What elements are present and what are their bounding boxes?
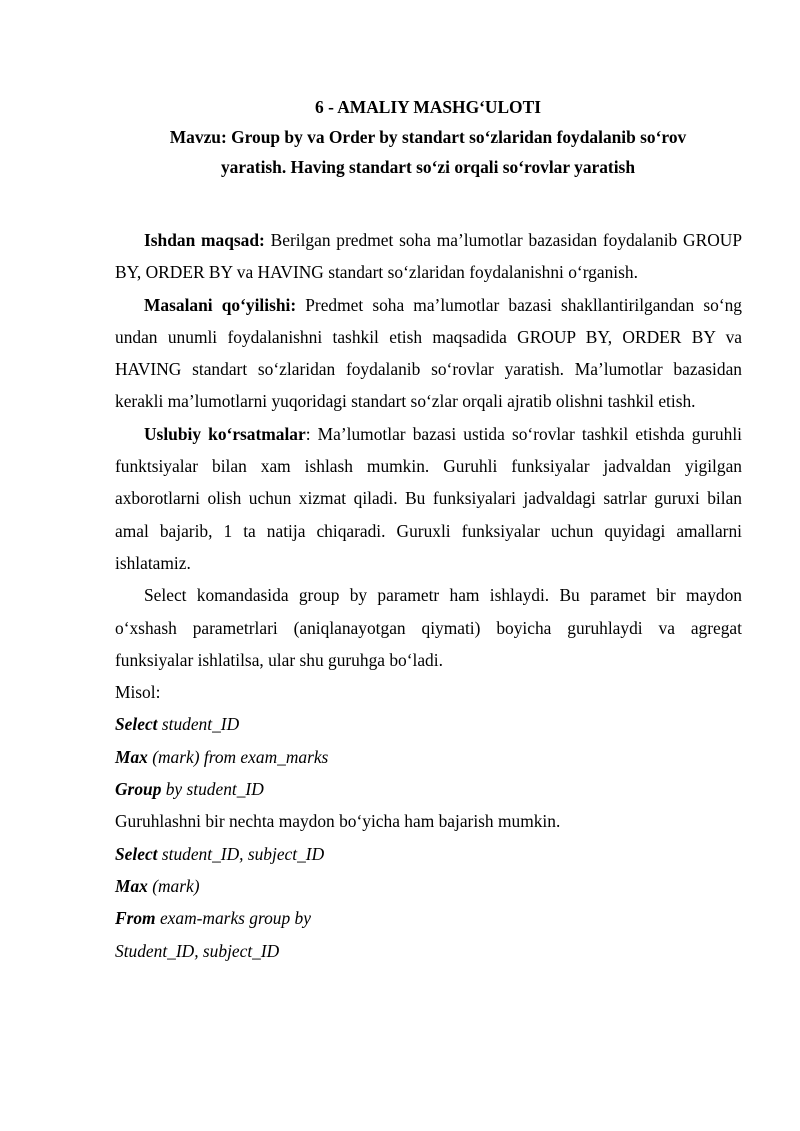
code-rest: by student_ID xyxy=(161,779,264,800)
code-keyword: Group xyxy=(115,779,162,800)
task-label: Masalani qo‘yilishi: xyxy=(144,294,297,315)
subtitle-line-2: yaratish. Having standart so‘zi orqali so‘rovlar yaratish xyxy=(220,157,635,177)
code-rest: (mark) from exam_marks xyxy=(147,746,329,767)
code-rest: exam-marks group by xyxy=(155,908,311,929)
method-text: : Ma’lumotlar bazasi ustida so‘rovlar tashkil etishda guruhli funktsiyalar bilan xam ishlash mumkin. Guruhli funksiyalar jadvaldan yigilgan axborotlarni olish uchun xizmat qiladi. Bu funksiyalari jadvaldagi satrlar guruxi bilan amal bajarib, 1 ta natija chiqaradi. Guruxli funksiyalar uchun quyidagi amallarni ishlatamiz. xyxy=(115,423,742,573)
code-line xyxy=(115,870,742,902)
example-label: Misol: xyxy=(115,682,161,703)
code-line xyxy=(115,838,742,870)
task-paragraph xyxy=(115,289,742,418)
goal-text: Berilgan predmet soha ma’lumotlar bazasidan foydalanib GROUP BY, ORDER BY va HAVING standart so‘zlaridan foydalanishni o‘rganish. xyxy=(115,230,742,283)
code-rest: student_ID xyxy=(157,714,240,735)
page-title: 6 - AMALIY MASHG‘ULOTI xyxy=(315,97,541,117)
code-line xyxy=(115,708,742,740)
goal-paragraph xyxy=(115,224,742,289)
code-rest: student_ID, subject_ID xyxy=(157,843,325,864)
code-line xyxy=(115,741,742,773)
code-keyword: Max xyxy=(115,875,148,896)
method-label: Uslubiy ko‘rsatmalar xyxy=(144,423,306,444)
goal-label: Ishdan maqsad: xyxy=(144,230,265,250)
document-body xyxy=(115,224,742,967)
between-text: Guruhlashni bir nechta maydon bo‘yicha ham bajarish mumkin. xyxy=(115,811,561,832)
code-keyword: Select xyxy=(115,714,158,735)
code-keyword: From xyxy=(115,908,156,929)
code-rest: (mark) xyxy=(147,875,200,896)
code-rest: Student_ID, subject_ID xyxy=(115,940,280,961)
select-paragraph: Select komandasida group by parametr ham ishlaydi. Bu paramet bir maydon o‘xshash parametrlari (aniqlanayotgan qiymati) boyicha guruhlaydi va agregat funksiyalar ishlatilsa, ular shu guruhga bo‘ladi. xyxy=(115,585,742,670)
title-block xyxy=(100,92,756,182)
code-keyword: Max xyxy=(115,746,148,767)
code-keyword: Select xyxy=(115,843,158,864)
code-line xyxy=(115,902,742,934)
task-text: Predmet soha ma’lumotlar bazasi shakllantirilgandan so‘ng undan unumli foydalanishni tashkil etish maqsadida GROUP BY, ORDER BY va HAVING standart so‘zlaridan foydalanib so‘rovlar yaratish. Ma’lumotlar bazasidan kerakli ma’lumotlarni yuqoridagi standart so‘zlar orqali ajratib olishni tashkil etish. xyxy=(115,294,742,412)
subtitle-line-1: Mavzu: Group by va Order by standart so‘zlaridan foydalanib so‘rov xyxy=(169,127,687,147)
method-paragraph xyxy=(115,418,742,579)
code-line xyxy=(115,773,742,805)
code-line xyxy=(115,935,742,967)
